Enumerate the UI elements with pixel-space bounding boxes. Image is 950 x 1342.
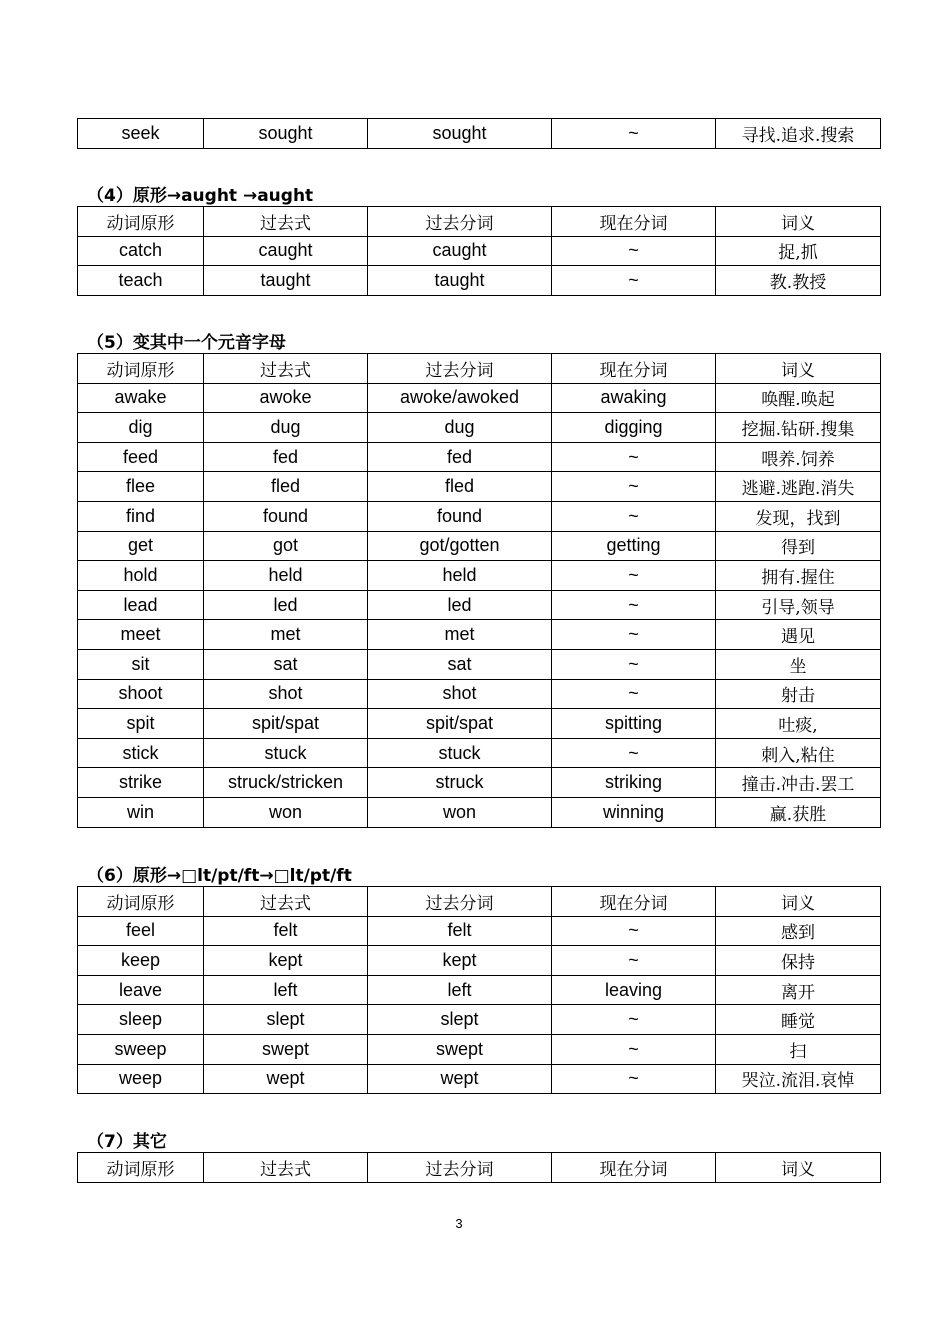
cell-meaning: 赢.获胜 [716, 797, 881, 827]
header-past-tense: 过去式 [204, 1153, 368, 1183]
table-row [78, 501, 881, 531]
cell-base-form: flee [78, 472, 204, 502]
cell-present-participle: ~ [552, 472, 716, 502]
cell-base-form: feed [78, 442, 204, 472]
cell-present-participle: ~ [552, 561, 716, 591]
table-row [78, 1064, 881, 1094]
cell-present-participle: ~ [552, 442, 716, 472]
table-row [78, 442, 881, 472]
table-row [78, 649, 881, 679]
cell-meaning: 遇见 [716, 620, 881, 650]
cell-past-participle: felt [368, 916, 552, 946]
table-row [78, 561, 881, 591]
cell-meaning: 拥有.握住 [716, 561, 881, 591]
verb-table-section-5 [77, 353, 881, 828]
cell-meaning: 保持 [716, 946, 881, 976]
cell-meaning: 喂养.饲养 [716, 442, 881, 472]
cell-base-form: keep [78, 946, 204, 976]
cell-present-participle: ~ [552, 1005, 716, 1035]
cell-base-form: teach [78, 266, 204, 296]
table-row [78, 1005, 881, 1035]
table-row [78, 531, 881, 561]
cell-meaning: 感到 [716, 916, 881, 946]
header-present-participle: 现在分词 [552, 207, 716, 237]
cell-present-participle: awaking [552, 383, 716, 413]
cell-base-form: dig [78, 413, 204, 443]
cell-past-tense: caught [204, 236, 368, 266]
cell-base-form: lead [78, 590, 204, 620]
cell-past-participle: fed [368, 442, 552, 472]
header-present-participle: 现在分词 [552, 887, 716, 917]
header-past-participle: 过去分词 [368, 1153, 552, 1183]
section-5-heading: （5）变其中一个元音字母 [87, 333, 286, 353]
table-row [78, 266, 881, 296]
cell-past-tense: left [204, 975, 368, 1005]
cell-past-participle: kept [368, 946, 552, 976]
verb-table-top [77, 118, 881, 149]
cell-past-participle: sought [368, 119, 552, 149]
header-past-tense: 过去式 [204, 354, 368, 384]
cell-meaning: 捉,抓 [716, 236, 881, 266]
cell-past-participle: wept [368, 1064, 552, 1094]
cell-past-participle: found [368, 501, 552, 531]
cell-base-form: find [78, 501, 204, 531]
table-header-row [78, 887, 881, 917]
table-row [78, 975, 881, 1005]
cell-meaning: 射击 [716, 679, 881, 709]
cell-past-participle: taught [368, 266, 552, 296]
header-past-participle: 过去分词 [368, 207, 552, 237]
cell-past-participle: dug [368, 413, 552, 443]
header-past-participle: 过去分词 [368, 887, 552, 917]
table-row [78, 383, 881, 413]
cell-present-participle: striking [552, 768, 716, 798]
cell-present-participle: ~ [552, 236, 716, 266]
cell-past-tense: found [204, 501, 368, 531]
cell-past-tense: sought [204, 119, 368, 149]
cell-past-tense: shot [204, 679, 368, 709]
cell-past-participle: got/gotten [368, 531, 552, 561]
cell-past-participle: won [368, 797, 552, 827]
cell-base-form: shoot [78, 679, 204, 709]
cell-base-form: weep [78, 1064, 204, 1094]
cell-meaning: 睡觉 [716, 1005, 881, 1035]
cell-present-participle: leaving [552, 975, 716, 1005]
cell-present-participle: ~ [552, 501, 716, 531]
cell-present-participle: ~ [552, 679, 716, 709]
cell-meaning: 扫 [716, 1034, 881, 1064]
verb-table-section-6 [77, 886, 881, 1094]
cell-past-participle: led [368, 590, 552, 620]
header-meaning: 词义 [716, 1153, 881, 1183]
cell-past-tense: swept [204, 1034, 368, 1064]
cell-past-participle: left [368, 975, 552, 1005]
cell-base-form: hold [78, 561, 204, 591]
cell-meaning: 唤醒.唤起 [716, 383, 881, 413]
header-present-participle: 现在分词 [552, 354, 716, 384]
cell-base-form: win [78, 797, 204, 827]
cell-meaning: 离开 [716, 975, 881, 1005]
cell-past-participle: fled [368, 472, 552, 502]
cell-past-participle: awoke/awoked [368, 383, 552, 413]
cell-present-participle: ~ [552, 738, 716, 768]
cell-base-form: get [78, 531, 204, 561]
cell-past-tense: awoke [204, 383, 368, 413]
cell-meaning: 逃避.逃跑.消失 [716, 472, 881, 502]
cell-meaning: 吐痰, [716, 709, 881, 739]
table-row [78, 679, 881, 709]
cell-base-form: sweep [78, 1034, 204, 1064]
cell-present-participle: ~ [552, 916, 716, 946]
cell-present-participle: ~ [552, 649, 716, 679]
cell-present-participle: getting [552, 531, 716, 561]
cell-base-form: awake [78, 383, 204, 413]
cell-meaning: 引导,领导 [716, 590, 881, 620]
cell-past-tense: won [204, 797, 368, 827]
cell-past-tense: wept [204, 1064, 368, 1094]
table-row [78, 236, 881, 266]
verb-table-section-4 [77, 206, 881, 296]
cell-present-participle: ~ [552, 266, 716, 296]
header-base-form: 动词原形 [78, 1153, 204, 1183]
cell-past-tense: taught [204, 266, 368, 296]
table-header-row [78, 207, 881, 237]
cell-past-tense: got [204, 531, 368, 561]
cell-past-tense: held [204, 561, 368, 591]
cell-present-participle: digging [552, 413, 716, 443]
cell-meaning: 坐 [716, 649, 881, 679]
header-meaning: 词义 [716, 887, 881, 917]
cell-meaning: 发现，找到 [716, 501, 881, 531]
cell-base-form: stick [78, 738, 204, 768]
cell-present-participle: winning [552, 797, 716, 827]
section-4-heading: （4）原形→aught →aught [87, 186, 314, 206]
table-header-row [78, 1153, 881, 1183]
table-row [78, 797, 881, 827]
cell-past-participle: shot [368, 679, 552, 709]
cell-past-tense: sat [204, 649, 368, 679]
table-row [78, 1034, 881, 1064]
cell-meaning: 哭泣.流泪.哀悼 [716, 1064, 881, 1094]
header-past-participle: 过去分词 [368, 354, 552, 384]
cell-past-tense: met [204, 620, 368, 650]
cell-past-tense: dug [204, 413, 368, 443]
cell-past-tense: kept [204, 946, 368, 976]
cell-present-participle: spitting [552, 709, 716, 739]
cell-meaning: 撞击.冲击.罢工 [716, 768, 881, 798]
cell-base-form: leave [78, 975, 204, 1005]
header-meaning: 词义 [716, 354, 881, 384]
cell-present-participle: ~ [552, 119, 716, 149]
cell-meaning: 寻找.追求.搜索 [716, 119, 881, 149]
cell-past-tense: felt [204, 916, 368, 946]
cell-past-tense: struck/stricken [204, 768, 368, 798]
table-row [78, 768, 881, 798]
cell-base-form: feel [78, 916, 204, 946]
section-6-heading: （6）原形→□lt/pt/ft→□lt/pt/ft [87, 866, 352, 886]
cell-base-form: meet [78, 620, 204, 650]
section-7-heading: （7）其它 [87, 1132, 167, 1152]
table-header-row [78, 354, 881, 384]
cell-present-participle: ~ [552, 620, 716, 650]
header-past-tense: 过去式 [204, 207, 368, 237]
table-row [78, 472, 881, 502]
cell-past-participle: slept [368, 1005, 552, 1035]
cell-past-participle: swept [368, 1034, 552, 1064]
cell-meaning: 得到 [716, 531, 881, 561]
cell-base-form: sit [78, 649, 204, 679]
cell-base-form: spit [78, 709, 204, 739]
cell-present-participle: ~ [552, 946, 716, 976]
cell-present-participle: ~ [552, 1064, 716, 1094]
cell-past-participle: held [368, 561, 552, 591]
header-base-form: 动词原形 [78, 887, 204, 917]
cell-past-tense: led [204, 590, 368, 620]
cell-meaning: 刺入,粘住 [716, 738, 881, 768]
verb-table-section-7 [77, 1152, 881, 1183]
table-row [78, 946, 881, 976]
cell-past-tense: slept [204, 1005, 368, 1035]
table-row [78, 119, 881, 149]
cell-past-participle: met [368, 620, 552, 650]
cell-present-participle: ~ [552, 590, 716, 620]
cell-past-tense: stuck [204, 738, 368, 768]
table-row [78, 413, 881, 443]
header-present-participle: 现在分词 [552, 1153, 716, 1183]
table-row [78, 738, 881, 768]
cell-past-tense: fled [204, 472, 368, 502]
table-row [78, 709, 881, 739]
cell-meaning: 教.教授 [716, 266, 881, 296]
header-base-form: 动词原形 [78, 354, 204, 384]
table-row [78, 590, 881, 620]
cell-base-form: strike [78, 768, 204, 798]
cell-present-participle: ~ [552, 1034, 716, 1064]
cell-past-participle: spit/spat [368, 709, 552, 739]
header-base-form: 动词原形 [78, 207, 204, 237]
cell-past-participle: caught [368, 236, 552, 266]
cell-base-form: seek [78, 119, 204, 149]
cell-past-tense: spit/spat [204, 709, 368, 739]
page-number: 3 [455, 1216, 463, 1231]
cell-meaning: 挖掘.钻研.搜集 [716, 413, 881, 443]
header-past-tense: 过去式 [204, 887, 368, 917]
cell-past-tense: fed [204, 442, 368, 472]
cell-past-participle: stuck [368, 738, 552, 768]
cell-past-participle: sat [368, 649, 552, 679]
table-row [78, 916, 881, 946]
header-meaning: 词义 [716, 207, 881, 237]
cell-base-form: catch [78, 236, 204, 266]
cell-past-participle: struck [368, 768, 552, 798]
cell-base-form: sleep [78, 1005, 204, 1035]
table-row [78, 620, 881, 650]
